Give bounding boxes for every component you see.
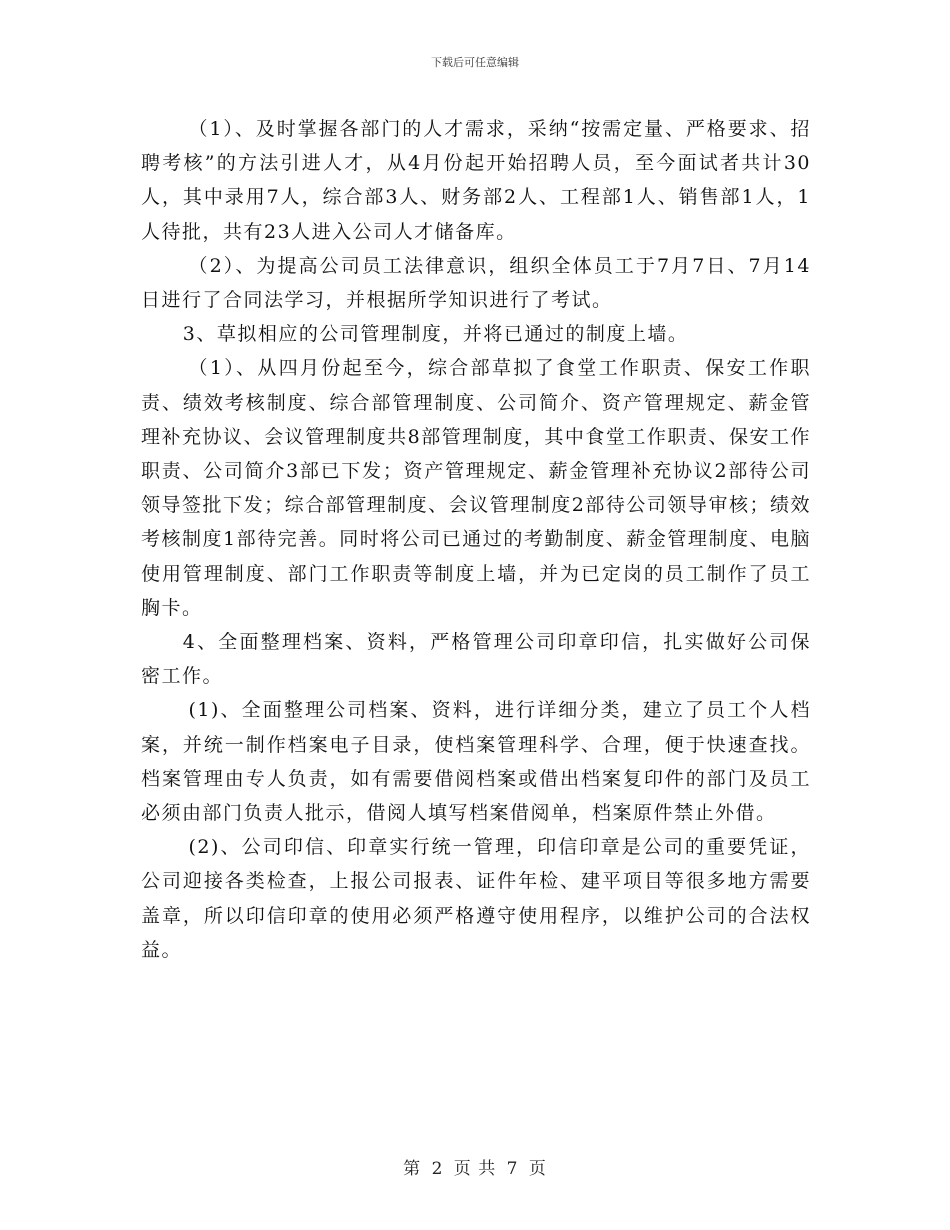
footer-label-of: 页 共 [453, 1159, 497, 1179]
document-body [141, 112, 811, 967]
footer-current-page: 2 [431, 1159, 444, 1179]
paragraph-legal-training: （2）、为提高公司员工法律意识，组织全体员工于7月7日、7月14日进行了合同法学习，并根据所学知识进行了考试。 [141, 254, 811, 312]
paragraph-recruitment: （1）、及时掌握各部门的人才需求，采纳“按需定量、严格要求、招聘考核”的方法引进人才，从4月份起开始招聘人员，至今面试者共计30人，其中录用7人，综合部3人、财务部2人、工程部1人、销售部1人，1人待批，共有23人进入公司人才储备库。 [141, 118, 811, 243]
footer-label-end: 页 [528, 1159, 547, 1179]
paragraph-archive-management: (1)、全面整理公司档案、资料，进行详细分类，建立了员工个人档案，并统一制作档案电子目录，使档案管理科学、合理，便于快速查找。档案管理由专人负责，如有需要借阅档案或借出档案复印件的部门及员工必须由部门负责人批示，借阅人填写档案借阅单，档案原件禁止外借。 [141, 699, 811, 825]
page-header: 下载后可任意编辑 [431, 56, 519, 69]
paragraph-rules-drafting: （1）、从四月份起至今，综合部草拟了食堂工作职责、保安工作职责、绩效考核制度、综合部管理制度、公司简介、资产管理规定、薪金管理补充协议、会议管理制度共8部管理制度，其中食堂工作职责、保安工作职责、公司简介3部已下发；资产管理规定、薪金管理补充协议2部待公司领导签批下发；综合部管理制度、会议管理制度2部待公司领导审核；绩效考核制度1部待完善。同时将公司已通过的考勤制度、薪金管理制度、电脑使用管理制度、部门工作职责等制度上墙，并为已定岗的员工制作了员工胸卡。 [141, 357, 811, 619]
footer-total-pages: 7 [506, 1159, 519, 1179]
page-footer [0, 1154, 950, 1179]
footer-label-page: 第 [403, 1159, 422, 1179]
section-heading-archives: 4、全面整理档案、资料，严格管理公司印章印信，扎实做好公司保密工作。 [141, 631, 811, 688]
paragraph-seal-management: (2)、公司印信、印章实行统一管理，印信印章是公司的重要凭证，公司迎接各类检查，上报公司报表、证件年检、建平项目等很多地方需要盖章，所以印信印章的使用必须严格遵守使用程序，以维护公司的合法权益。 [141, 836, 811, 961]
section-heading-management-rules: 3、草拟相应的公司管理制度，并将已通过的制度上墙。 [182, 323, 689, 346]
